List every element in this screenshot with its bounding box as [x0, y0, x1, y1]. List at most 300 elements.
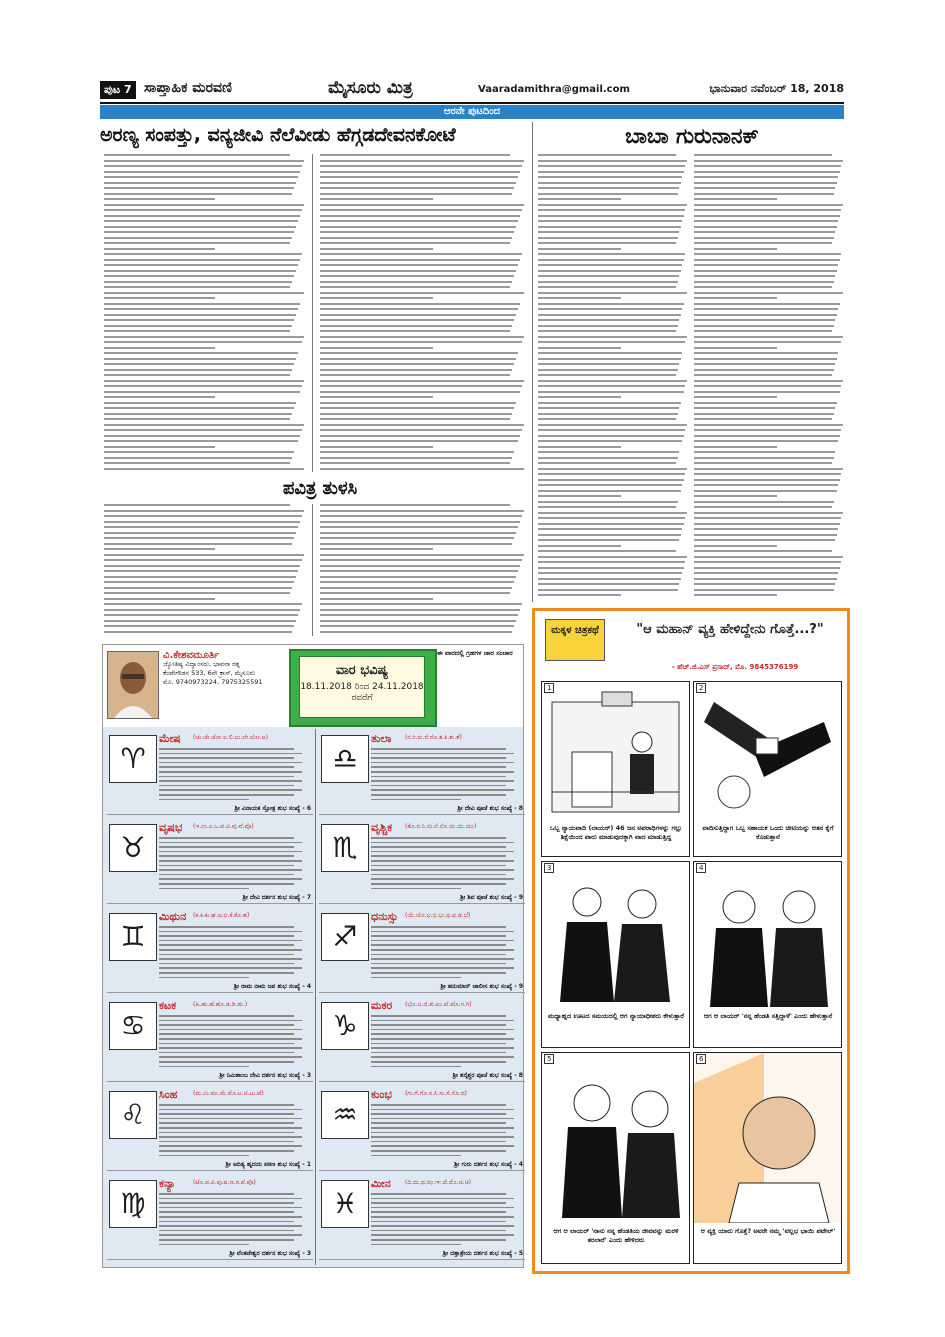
text-line [538, 171, 684, 173]
sign-scales [319, 731, 525, 815]
text-line [371, 1150, 506, 1152]
text-line [159, 794, 294, 796]
text-line [694, 176, 838, 178]
text-line [159, 931, 302, 933]
text-line [159, 1244, 249, 1246]
text-line [371, 780, 514, 782]
text-line [159, 1047, 302, 1049]
text-line [104, 154, 290, 156]
column-rule [312, 154, 313, 472]
sign-divider [107, 903, 313, 904]
text-line [159, 944, 294, 946]
text-line [320, 171, 520, 173]
text-line [159, 1207, 302, 1209]
newspaper-page [100, 78, 844, 1268]
text-line [320, 259, 520, 261]
text-line [694, 237, 834, 239]
text-line [538, 583, 679, 585]
text-line [104, 581, 294, 583]
text-line [104, 171, 300, 173]
sign-syllables: (ಗು.ಗೆ.ಗೊ.ಸ.ಸಿ.ಸು.ಸೆ.ಸೊ.ದ) [405, 1090, 467, 1097]
text-line [159, 1155, 249, 1157]
text-line [371, 1056, 514, 1058]
text-line [371, 1113, 506, 1115]
children-comic [532, 608, 850, 1274]
text-line [538, 380, 687, 382]
text-line [538, 248, 621, 250]
text-line [320, 314, 516, 316]
text-line [371, 972, 506, 974]
text-line [371, 949, 514, 951]
text-line [371, 1136, 514, 1138]
text-line [104, 614, 298, 616]
text-line [694, 292, 843, 294]
sign-syllables: (ಮ.ಮಿ.ಮು.ಮೆ.ಮೊ.ಟ.ಟಿ.ಟು.ಟೆ) [193, 1090, 264, 1097]
comic-caption-2: ವಾದಿಸುತ್ತಿದ್ದಾಗ ಒಬ್ಬ ಸಹಾಯಕ ಒಂದು ಚೀಟಿಯನ್ನು ಆತನ ಕೈಗೆ ಕೊಡುತ್ತಾನೆ [702, 824, 834, 841]
text-line [159, 1066, 249, 1068]
text-line [320, 631, 512, 633]
planet-key [437, 649, 521, 658]
text-line [538, 341, 685, 343]
text-line [159, 1193, 294, 1195]
text-line [320, 559, 522, 561]
text-line [538, 523, 684, 525]
sign-name: ಕುಂಭ [371, 1088, 392, 1101]
text-line [371, 757, 506, 759]
text-line [694, 523, 840, 525]
text-line [159, 1104, 294, 1106]
text-line [694, 341, 841, 343]
text-line [538, 319, 679, 321]
text-line [694, 374, 832, 376]
text-line [104, 418, 290, 420]
sign-forecast [159, 748, 309, 808]
text-line [104, 510, 304, 512]
text-line [538, 490, 681, 492]
text-line [320, 385, 522, 387]
text-line [320, 380, 524, 382]
text-line [159, 940, 302, 942]
sign-lucky-note: ಶ್ರೀ ವಿನಾಯಕ ಸ್ತೋತ್ರ ಶುಭ ಸಂಖ್ಯೆ - 6 [234, 805, 311, 812]
text-line [159, 1113, 294, 1115]
sign-forecast [371, 748, 521, 808]
text-line [371, 771, 514, 773]
text-line [104, 374, 290, 376]
sign-forecast [159, 1104, 309, 1164]
text-line [371, 1155, 461, 1157]
text-line [538, 231, 679, 233]
text-line [538, 424, 687, 426]
text-line [159, 851, 302, 853]
text-line [694, 165, 841, 167]
text-line [320, 374, 510, 376]
text-line [104, 242, 290, 244]
text-line [320, 510, 524, 512]
text-line [320, 341, 522, 343]
text-line [371, 1211, 506, 1213]
text-line [694, 352, 838, 354]
text-line [694, 534, 837, 536]
text-line [104, 209, 302, 211]
text-line [538, 589, 678, 591]
text-line [538, 242, 676, 244]
text-line [371, 1061, 506, 1063]
text-line [320, 358, 516, 360]
text-line [320, 554, 524, 556]
text-line [320, 565, 520, 567]
sign-name: ಮಕರ [371, 999, 393, 1012]
text-line [694, 215, 840, 217]
text-line [159, 935, 294, 937]
text-line [694, 336, 843, 338]
text-line [694, 270, 837, 272]
text-line [320, 308, 518, 310]
text-line [538, 330, 676, 332]
text-line [320, 363, 514, 365]
tulasi-article-headline: ಪವಿತ್ರ ತುಳಸಿ [282, 478, 358, 499]
text-line [371, 1234, 514, 1236]
text-line [371, 869, 514, 871]
text-line [694, 220, 838, 222]
text-line [371, 1015, 506, 1017]
maiden-icon: ♍ [109, 1180, 157, 1228]
text-line [371, 851, 514, 853]
text-line [159, 762, 302, 764]
text-line [538, 204, 687, 206]
text-line [104, 259, 300, 261]
text-line [694, 468, 843, 470]
author-photo [107, 651, 159, 719]
crab-icon: ♋ [109, 1002, 157, 1050]
text-line [159, 1118, 302, 1120]
text-line [538, 270, 681, 272]
text-line [104, 457, 292, 459]
text-line [694, 512, 843, 514]
text-line [104, 341, 302, 343]
text-line [104, 554, 304, 556]
text-line [320, 424, 524, 426]
text-line [104, 264, 298, 266]
text-line [159, 1033, 294, 1035]
text-line [104, 526, 298, 528]
text-line [694, 319, 835, 321]
text-line [320, 281, 512, 283]
text-line [104, 559, 302, 561]
sign-forecast [371, 1104, 521, 1164]
text-line [320, 154, 510, 156]
text-line [159, 1141, 294, 1143]
text-line [159, 958, 302, 960]
text-line [159, 1198, 302, 1200]
text-line [538, 325, 678, 327]
text-line [320, 292, 524, 294]
text-line [159, 860, 302, 862]
text-line [694, 253, 841, 255]
text-line [538, 446, 621, 448]
text-line [159, 954, 294, 956]
sign-divider [319, 814, 525, 815]
text-line [694, 286, 832, 288]
text-line [694, 402, 837, 404]
text-line [694, 226, 837, 228]
text-line [694, 396, 777, 398]
text-line [694, 308, 838, 310]
sign-divider [107, 1081, 313, 1082]
sign-name: ವೃಷಭ [159, 821, 183, 834]
text-line [159, 963, 294, 965]
text-line [104, 515, 302, 517]
text-line [320, 620, 516, 622]
text-line [104, 592, 290, 594]
horoscope-date-range: 18.11.2018 ರಿಂದ 24.11.2018 ರವರೆಗೆ [300, 682, 424, 703]
text-line [371, 874, 506, 876]
text-line [320, 237, 512, 239]
forest-article-col1 [104, 154, 306, 472]
text-line [371, 926, 506, 928]
text-line [159, 753, 302, 755]
text-line [538, 435, 684, 437]
author-address: ಕೆಂಪೇಗೌಡನ 533, 6ನೇ ಕ್ರಾಸ್, ಮೈಸೂರು [163, 669, 256, 677]
sign-divider [319, 992, 525, 993]
masthead [100, 78, 844, 104]
text-line [371, 958, 514, 960]
text-line [104, 281, 292, 283]
text-line [104, 347, 215, 349]
sign-divider [107, 814, 313, 815]
text-line [320, 429, 522, 431]
sign-twins [107, 909, 313, 993]
text-line [538, 363, 679, 365]
text-line [104, 336, 304, 338]
text-line [694, 193, 834, 195]
text-line [320, 286, 510, 288]
text-line [320, 297, 433, 299]
text-line [104, 363, 294, 365]
text-line [320, 440, 518, 442]
text-line [104, 462, 290, 464]
text-line [694, 583, 835, 585]
text-line [694, 473, 841, 475]
text-line [159, 1020, 302, 1022]
text-line [694, 462, 832, 464]
text-line [104, 226, 296, 228]
sign-lucky-note: ಶ್ರೀ ವೆಂಕಟೇಶ್ವರ ದರ್ಶನ ಶುಭ ಸಂಖ್ಯೆ - 3 [229, 1250, 311, 1257]
text-line [371, 1052, 506, 1054]
text-line [694, 407, 835, 409]
text-line [538, 556, 687, 558]
comic-panel-3: 3 ಮಧ್ಯಾಹ್ನದ ಊಟದ ಸಮಯದಲ್ಲಿ ಆಗ ನ್ಯಾಯಾಧೀಶರು ಕೇಳುತ್ತಾರೆ [541, 861, 690, 1048]
text-line [320, 193, 512, 195]
email-address: Vaaradamithra@gmail.com [478, 84, 630, 95]
text-line [694, 429, 841, 431]
text-line [694, 435, 840, 437]
text-line [694, 363, 835, 365]
text-line [694, 589, 834, 591]
text-line [320, 625, 514, 627]
text-line [104, 380, 304, 382]
comic-caption-5: ಆಗ ಆ ಲಾಯರ್ 'ನಾನು ನನ್ನ ಹೆಂಡತಿಯ ಜೀವವನ್ನು ಮರಳಿ ತರಲಾರೆ' ಎಂದು ಹೇಳಿದರು [553, 1227, 679, 1244]
text-line [694, 424, 843, 426]
text-line [159, 780, 302, 782]
text-line [538, 550, 676, 552]
text-line [104, 369, 292, 371]
text-line [104, 537, 294, 539]
comic-panel-1: 1 ಒಬ್ಬ ನ್ಯಾಯವಾದಿ (ಲಾಯರ್) 46 ಜನ ಅಪರಾಧಿಗಳನ್ನು ಗಲ್ಲು ಶಿಕ್ಷೆಯಿಂದ ಪಾರು ಮಾಡುವುದಕ್ಕಾಗಿ ವಾದ ಮಾಡುತ್ತಿದ್ದ [541, 681, 690, 857]
text-line [320, 548, 433, 550]
weekly-horoscope [102, 644, 524, 1268]
text-line [371, 1122, 506, 1124]
courtroom-illustration [542, 682, 689, 822]
text-line [538, 264, 682, 266]
sign-name: ತುಲಾ [371, 732, 392, 745]
text-line [159, 878, 302, 880]
text-line [694, 242, 832, 244]
text-line [371, 766, 506, 768]
text-line [320, 587, 512, 589]
text-line [371, 1029, 514, 1031]
text-line [159, 1029, 302, 1031]
text-line [159, 883, 294, 885]
text-line [371, 940, 514, 942]
text-line [538, 440, 682, 442]
baba-article-headline: ಬಾಬಾ ಗುರುನಾನಕ್ [625, 124, 759, 148]
text-line [694, 281, 834, 283]
forest-article-headline: ಅರಣ್ಯ ಸಂಪತ್ತು, ವನ್ಯಜೀವಿ ನೆಲೆವೀಡು ಹೆಗ್ಗಡದೇವನಕೋಟೆ [100, 124, 456, 146]
sign-forecast [371, 926, 521, 986]
comic-caption-3: ಮಧ್ಯಾಹ್ನದ ಊಟದ ಸಮಯದಲ್ಲಿ ಆಗ ನ್ಯಾಯಾಧೀಶರು ಕೇಳುತ್ತಾರೆ [548, 1012, 684, 1020]
text-line [371, 1043, 506, 1045]
sign-fish [319, 1176, 525, 1260]
text-line [538, 176, 682, 178]
text-line [104, 297, 215, 299]
text-line [159, 1216, 302, 1218]
sign-forecast [371, 1193, 521, 1253]
text-line [694, 594, 777, 596]
text-line [371, 794, 506, 796]
text-line [159, 1136, 302, 1138]
text-line [159, 842, 302, 844]
text-line [694, 369, 834, 371]
text-line [371, 931, 514, 933]
sign-name: ಮೀನ [371, 1177, 391, 1190]
text-line [371, 977, 461, 979]
text-line [104, 570, 298, 572]
text-line [538, 539, 679, 541]
text-line [320, 468, 524, 470]
text-line [538, 561, 685, 563]
text-line [320, 598, 433, 600]
text-line [320, 457, 512, 459]
text-line [104, 429, 302, 431]
text-line [371, 799, 461, 801]
sign-syllables: (ಚು.ಚೇ.ಚೋ.ಲ.ಲಿ.ಲು.ಲೇ.ಲೋ.ಅ) [193, 734, 268, 741]
text-line [159, 846, 294, 848]
text-line [538, 286, 676, 288]
text-line [538, 198, 621, 200]
text-line [371, 776, 506, 778]
text-line [538, 253, 685, 255]
text-line [538, 517, 685, 519]
comic-author: - ಹೆಚ್.ಜಿ.ಎಸ್ ಪ್ರಸಾದ್, ಮೊ. 9845376199 [671, 663, 799, 671]
author-phone: ಮೊ. 9740973224, 7975325591 [163, 678, 263, 686]
text-line [159, 972, 294, 974]
text-line [104, 587, 292, 589]
text-line [159, 1052, 294, 1054]
comic-caption-4: ಆಗ ಆ ಲಾಯರ್ 'ನನ್ನ ಹೆಂಡತಿ ಸತ್ತಿದ್ದಾಳೆ' ಎಂದು ಹೇಳುತ್ತಾನೆ [703, 1012, 833, 1020]
sign-archer [319, 909, 525, 993]
text-line [371, 762, 514, 764]
text-line [320, 242, 510, 244]
text-line [694, 314, 837, 316]
text-line [104, 193, 292, 195]
text-line [159, 869, 302, 871]
sign-ram [107, 731, 313, 815]
text-line [104, 548, 215, 550]
text-line [694, 187, 835, 189]
text-line [694, 182, 837, 184]
text-line [538, 407, 679, 409]
text-line [320, 462, 510, 464]
text-line [320, 603, 522, 605]
text-line [694, 484, 838, 486]
text-line [538, 209, 685, 211]
text-line [159, 1109, 302, 1111]
text-line [159, 1145, 302, 1147]
text-line [371, 1066, 461, 1068]
text-line [159, 1061, 294, 1063]
scorpion-icon: ♏ [321, 824, 369, 872]
text-line [159, 776, 294, 778]
text-line [538, 336, 687, 338]
text-line [371, 748, 506, 750]
text-line [159, 771, 302, 773]
text-line [104, 358, 296, 360]
baba-article-col1 [538, 154, 688, 600]
text-line [320, 418, 510, 420]
text-line [320, 176, 518, 178]
text-line [694, 545, 777, 547]
text-line [538, 528, 682, 530]
sign-divider [107, 1259, 313, 1260]
text-line [694, 204, 843, 206]
sign-forecast [159, 837, 309, 897]
text-line [320, 402, 516, 404]
text-line [104, 440, 298, 442]
note-passing-illustration [694, 682, 841, 822]
sign-divider [107, 1170, 313, 1171]
text-line [104, 308, 298, 310]
sign-syllables: (ದಿ.ದು.ಥ.ಝ.ಞ.ದೆ.ದೊ.ಚ.ಚಿ) [405, 1179, 471, 1186]
text-line [371, 967, 514, 969]
text-line [694, 391, 840, 393]
text-line [694, 418, 832, 420]
sign-name: ವೃಶ್ಚಿಕ [371, 821, 393, 834]
text-line [104, 286, 290, 288]
text-line [320, 182, 516, 184]
text-line [538, 512, 687, 514]
text-line [320, 336, 524, 338]
text-line [159, 1230, 294, 1232]
sign-syllables: (ರ.ರಿ.ರು.ರೆ.ರೊ.ತ.ತಿ.ತು.ತೆ) [405, 734, 462, 741]
text-line [104, 609, 300, 611]
sign-forecast [159, 1193, 309, 1253]
text-line [159, 949, 302, 951]
text-line [371, 1202, 506, 1204]
text-line [104, 504, 290, 506]
text-line [371, 1109, 514, 1111]
text-line [371, 1216, 514, 1218]
text-line [320, 270, 516, 272]
